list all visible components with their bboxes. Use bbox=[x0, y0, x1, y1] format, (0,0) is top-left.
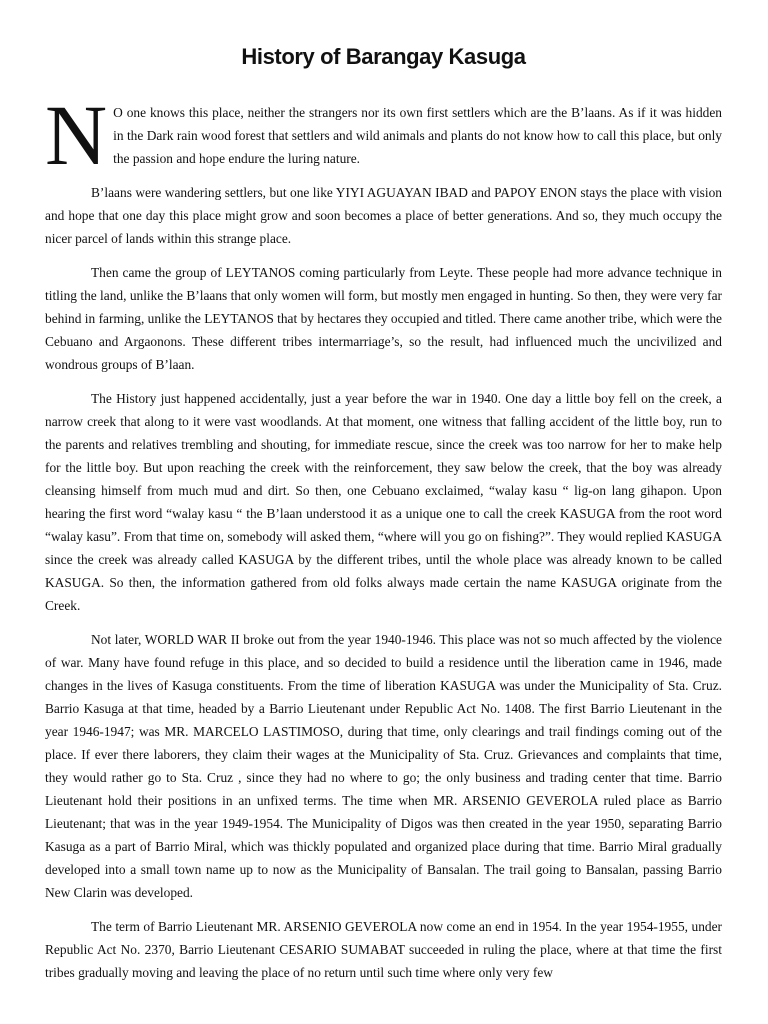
paragraph-6: The term of Barrio Lieutenant MR. ARSENIO GEVEROLA now come an end in 1954. In the year 1954-1955, under Republic Act No. 2370, Barrio Lieutenant CESARIO SUMABAT succeeded in ruling the place, where at that time the first tribes gradually moving and leaving the place of no return until such time where only very few bbox=[45, 919, 722, 980]
paragraph-5: Not later, WORLD WAR II broke out from the year 1940-1946. This place was not so much affected by the violence of war. Many have found refuge in this place, and so decided to build a residence until the liberation came in 1946, made changes in the lives of Kasuga constituents. From the time of liberation KASUGA was under the Municipality of Sta. Cruz. Barrio Kasuga at that time, headed by a Barrio Lieutenant under Republic Act No. 1408. The first Barrio Lieutenant in the year 1946-1947; was MR. MARCELO LASTIMOSO, during that time, only clearings and trail findings coming out of the place. If ever there laborers, they claim their wages at the Municipality of Sta. Cruz. Grievances and complaints that time, they would rather go to Sta. Cruz , since they had no where to go; the only business and trading center that time. Barrio Lieutenant hold their positions in an unfixed terms. The time when MR. ARSENIO GEVEROLA ruled place as Barrio Lieutenant; that was in the year 1949-1954. The Municipality of Digos was then created in the year 1950, separating Barrio Kasuga as a part of Barrio Miral, which was thickly populated and organized place during that time. Barrio Miral gradually developed into a small town name up to now as the Municipality of Bansalan. The trail going to Bansalan, passing Barrio New Clarin was developed. bbox=[45, 632, 722, 900]
paragraph-1 bbox=[45, 87, 722, 183]
drop-cap-letter: N bbox=[45, 87, 108, 183]
paragraph-3: Then came the group of LEYTANOS coming particularly from Leyte. These people had more advance technique in titling the land, unlike the B’laans that only women will form, but mostly men engaged in hunting. So then, they were very far behind in farming, unlike the LEYTANOS that by hectares they occupied and titled. There came another tribe, which were the Cebuano and Argaonons. These different tribes intermarriage’s, so the result, had influenced much the uncivilized and wondrous groups of B’laan. bbox=[45, 265, 722, 372]
document-title: History of Barangay Kasuga bbox=[241, 44, 526, 69]
paragraph-1-text: O one knows this place, neither the strangers nor its own first settlers which are the B’laans. As if it was hidden in the Dark rain wood forest that settlers and wild animals and plants do not know how to call this place, but only the passion and hope endure the luring nature. bbox=[113, 105, 722, 166]
paragraph-4: The History just happened accidentally, just a year before the war in 1940. One day a little boy fell on the creek, a narrow creek that along to it were vast woodlands. At that moment, one witness that falling accident of the little boy, run to the parents and relatives trembling and shouting, for immediate rescue, since the creek was too narrow for her to make help for the little boy. But upon reaching the creek with the reinforcement, they saw below the creek, that the boy was already cleansing himself from much mud and dirt. So then, one Cebuano exclaimed, “walay kasu “ lig-on lang gihapon. Upon hearing the first word “walay kasu “ the B’laan understood it as a unique one to call the creek KASUGA from the root word “walay kasu”. From that time on, somebody will asked them, “where will you go on fishing?”. They would replied KASUGA since the creek was already called KASUGA by the different tribes, until the whole place was already known to be called KASUGA. So then, the information gathered from old folks always made certain the name KASUGA originate from the Creek. bbox=[45, 391, 722, 613]
paragraph-2: B’laans were wandering settlers, but one like YIYI AGUAYAN IBAD and PAPOY ENON stays the place with vision and hope that one day this place might grow and soon becomes a place of better generations. And so, they much occupy the nicer parcel of lands within this strange place. bbox=[45, 185, 722, 246]
